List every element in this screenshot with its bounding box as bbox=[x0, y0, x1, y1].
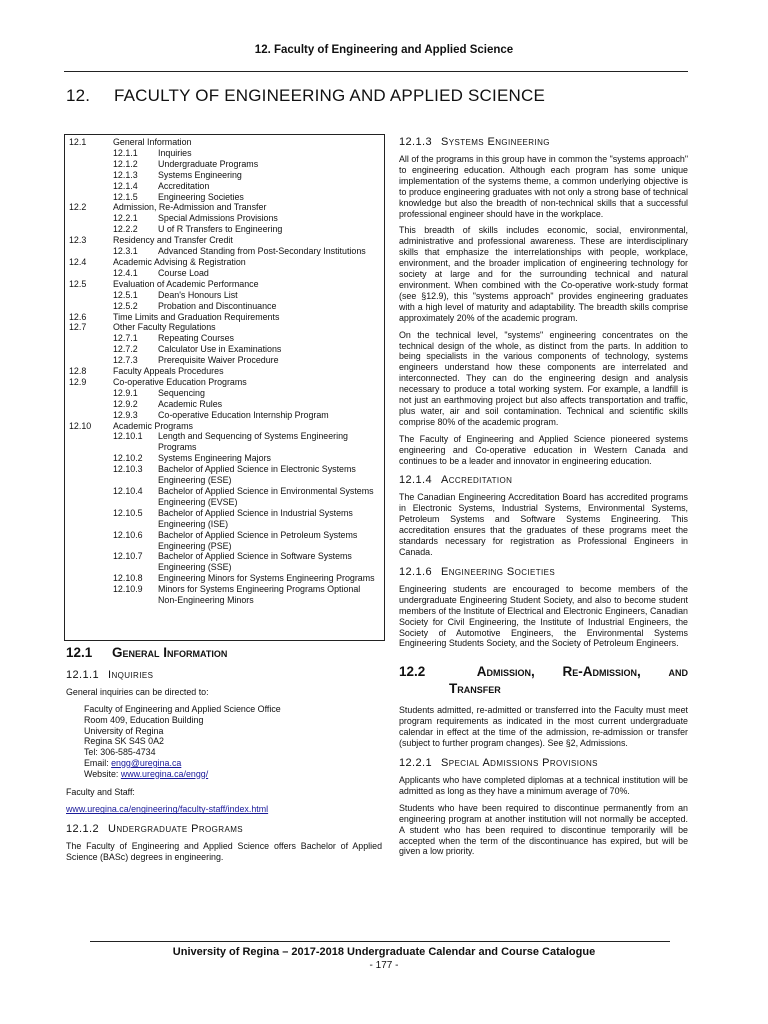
toc-entry[interactable] bbox=[69, 213, 378, 224]
toc-entry[interactable] bbox=[69, 584, 378, 606]
address-line: Room 409, Education Building bbox=[84, 714, 204, 725]
page-title bbox=[66, 86, 545, 106]
toc-entry-number: 12.6 bbox=[69, 311, 87, 322]
toc-entry-title: Academic Programs bbox=[113, 420, 193, 431]
right-column bbox=[399, 134, 688, 863]
toc-entry-title: Admission, Re-Admission and Transfer bbox=[113, 202, 267, 213]
section-heading-12-1-3 bbox=[399, 136, 688, 149]
toc-entry[interactable] bbox=[69, 431, 378, 453]
toc-entry-title: Bachelor of Applied Science in Electronic Systems Engineering (ESE) bbox=[158, 464, 356, 486]
section-heading-12-1-6 bbox=[399, 566, 688, 579]
table-of-contents bbox=[64, 134, 385, 641]
toc-entry[interactable] bbox=[69, 170, 378, 181]
toc-entry-number: 12.1 bbox=[69, 137, 87, 147]
section-title: Systems Engineering bbox=[441, 136, 550, 148]
toc-entry[interactable] bbox=[69, 268, 378, 279]
toc-entry-number: 12.3.1 bbox=[113, 246, 138, 257]
toc-entry-number: 12.10.1 bbox=[113, 431, 143, 442]
section-title-word: Transfer bbox=[449, 681, 501, 697]
toc-entry-title: General Information bbox=[113, 137, 192, 147]
toc-entry[interactable] bbox=[69, 159, 378, 170]
toc-entry-number: 12.10.6 bbox=[113, 529, 143, 540]
toc-entry[interactable] bbox=[69, 399, 378, 410]
toc-entry-title: Probation and Discontinuance bbox=[158, 300, 277, 311]
section-heading-12-2-1 bbox=[399, 757, 688, 770]
toc-entry[interactable] bbox=[69, 333, 378, 344]
section-heading-12-1-2 bbox=[66, 823, 382, 836]
website-line bbox=[84, 769, 382, 780]
toc-entry-number: 12.4.1 bbox=[113, 267, 138, 278]
toc-entry-title: Residency and Transfer Credit bbox=[113, 235, 233, 246]
toc-entry-title: Accreditation bbox=[158, 180, 210, 191]
toc-entry[interactable] bbox=[69, 192, 378, 203]
systems-paragraph-3: On the technical level, "systems" engineering concentrates on the technical design of the whole, as distinct from the parts. In addition to being specialists in the various components of technology, systems engineers understand how these components are interrelated and interconnected. They can do the engineering design and analysis necessary to produce a total working system. For example, a landfill is not just an earthmoving project but also affects transportation and traffic, plus water, air and soil contamination. Technical and scientific skills comprise 80% of the academic program. bbox=[399, 329, 688, 427]
address-line: University of Regina bbox=[84, 725, 164, 736]
toc-entry-title: Faculty Appeals Procedures bbox=[113, 366, 224, 377]
toc-entry[interactable] bbox=[69, 181, 378, 192]
societies-paragraph: Engineering students are encouraged to become members of the undergraduate Engineering Student Society, and also to become student members of the Institute of Electrical and Electronic Engineers, Canadian Society for Civil Engineering, the Institute of Industrial Engineers, the Society of Automotive Engineers, the Environmental Systems Engineering Students Society, and the Society of Petroleum Engineers. bbox=[399, 583, 688, 649]
toc-entry-number: 12.1.4 bbox=[113, 180, 138, 191]
admission-paragraph: Students admitted, re-admitted or transferred into the Faculty must meet program requirements as indicated in the most current undergraduate calendar in effect at the time of the admission, re-admission or transfer (subject to further program changes). See §2, Admissions. bbox=[399, 705, 688, 749]
address-line: Regina SK S4S 0A2 bbox=[84, 736, 164, 747]
toc-entry[interactable] bbox=[69, 453, 378, 464]
toc-entry-title: Time Limits and Graduation Requirements bbox=[113, 311, 280, 322]
section-title-word: Re-Admission, bbox=[562, 664, 641, 680]
toc-entry-number: 12.3 bbox=[69, 235, 87, 246]
toc-entry[interactable] bbox=[69, 301, 378, 312]
toc-entry[interactable] bbox=[69, 377, 378, 388]
email-line bbox=[84, 758, 382, 769]
section-number: 12.1.1 bbox=[66, 669, 99, 681]
toc-entry-title: Engineering Minors for Systems Engineering Programs bbox=[158, 573, 375, 584]
toc-entry[interactable] bbox=[69, 355, 378, 366]
toc-entry[interactable] bbox=[69, 322, 378, 333]
toc-entry-title: Evaluation of Academic Performance bbox=[113, 278, 259, 289]
systems-paragraph-4: The Faculty of Engineering and Applied Science pioneered systems engineering and Co-operative education in Western Canada and continues to be a leader and innovator in engineering education. bbox=[399, 433, 688, 466]
toc-entry-number: 12.9.3 bbox=[113, 409, 138, 420]
section-heading-12-1-4 bbox=[399, 474, 688, 487]
toc-entry-number: 12.9 bbox=[69, 376, 87, 387]
special-admissions-paragraph-1: Applicants who have completed diplomas at a technical institution will be admitted as long as they have a minimum average of 70%. bbox=[399, 774, 688, 796]
toc-entry-number: 12.2.2 bbox=[113, 224, 138, 235]
toc-entry-title: Length and Sequencing of Systems Engineering Programs bbox=[158, 431, 348, 453]
toc-entry[interactable] bbox=[69, 344, 378, 355]
toc-entry-title: Co-operative Education Internship Program bbox=[158, 409, 329, 420]
section-number: 12.2.1 bbox=[399, 756, 432, 769]
toc-entry-number: 12.1.3 bbox=[113, 169, 138, 180]
toc-entry-number: 12.2.1 bbox=[113, 213, 138, 224]
toc-entry-title: Inquiries bbox=[158, 147, 192, 158]
systems-paragraph-2: This breadth of skills includes economic, social, environmental, administrative and professional awareness. These are interdisciplinary skills that emphasize the interrelationships with people, workplace, environment, and the broader implication of engineering technology for society at large and for the surrounding technical and natural environment. When combined with the Co-operative work-study format (see §12.9), this "systems approach" provides engineering graduates with a high level of maturity and adaptability. The breadth skills comprise approximately 20% of the academic program. bbox=[399, 225, 688, 323]
toc-entry[interactable] bbox=[69, 530, 378, 552]
faculty-staff-label: Faculty and Staff: bbox=[66, 787, 135, 798]
toc-entry[interactable] bbox=[69, 464, 378, 486]
toc-entry-number: 12.10.7 bbox=[113, 551, 143, 562]
toc-entry-number: 12.1.5 bbox=[113, 191, 138, 202]
toc-entry-title: Advanced Standing from Post-Secondary Institutions bbox=[158, 246, 366, 257]
section-number: 12.1.3 bbox=[399, 136, 432, 148]
toc-entry-number: 12.10.5 bbox=[113, 507, 143, 518]
page-title-number: 12. bbox=[66, 86, 91, 105]
toc-entry-title: Bachelor of Applied Science in Software Systems Engineering (SSE) bbox=[158, 551, 352, 573]
toc-entry-title: Course Load bbox=[158, 267, 209, 278]
section-title: General Information bbox=[112, 645, 228, 660]
toc-entry[interactable] bbox=[69, 148, 378, 159]
website-label: Website: bbox=[84, 768, 121, 779]
section-heading-12-1 bbox=[66, 645, 382, 661]
toc-entry-number: 12.2 bbox=[69, 202, 87, 213]
section-title-word: Admission, bbox=[476, 664, 535, 680]
section-title: Special Admissions Provisions bbox=[441, 756, 598, 769]
page-title-text: FACULTY OF ENGINEERING AND APPLIED SCIENCE bbox=[114, 86, 545, 105]
toc-entry-title: Systems Engineering bbox=[158, 169, 242, 180]
toc-entry-number: 12.9.1 bbox=[113, 387, 138, 398]
toc-entry-number: 12.4 bbox=[69, 256, 87, 267]
toc-entry[interactable] bbox=[69, 410, 378, 421]
toc-entry-title: Special Admissions Provisions bbox=[158, 213, 278, 224]
contact-address bbox=[84, 704, 382, 780]
section-heading-12-1-1 bbox=[66, 669, 382, 682]
toc-entry-number: 12.5.1 bbox=[113, 289, 138, 300]
toc-entry[interactable] bbox=[69, 235, 378, 246]
page-number: - 177 - bbox=[369, 960, 399, 971]
toc-entry-number: 12.7.1 bbox=[113, 333, 138, 344]
toc-entry-title: Academic Advising & Registration bbox=[113, 256, 246, 267]
section-number: 12.1.4 bbox=[399, 474, 432, 487]
toc-entry-number: 12.10.8 bbox=[113, 573, 143, 584]
section-heading-12-2 bbox=[399, 663, 688, 697]
toc-entry-number: 12.7 bbox=[69, 322, 87, 333]
toc-entry-number: 12.10.3 bbox=[113, 464, 143, 475]
inquiries-intro: General inquiries can be directed to: bbox=[66, 687, 209, 697]
toc-entry-number: 12.1.1 bbox=[113, 147, 138, 158]
toc-entry-title: Systems Engineering Majors bbox=[158, 453, 271, 464]
toc-entry[interactable] bbox=[69, 279, 378, 290]
toc-entry-number: 12.9.2 bbox=[113, 398, 138, 409]
toc-entry[interactable] bbox=[69, 573, 378, 584]
email-label: Email: bbox=[84, 757, 112, 768]
faculty-staff-link[interactable]: www.uregina.ca/engineering/faculty-staff/index.html bbox=[66, 804, 269, 815]
section-title: Engineering Societies bbox=[441, 565, 556, 578]
email-link[interactable]: engg@uregina.ca bbox=[111, 757, 182, 768]
toc-entry-number: 12.7.3 bbox=[113, 355, 138, 366]
address-line: Faculty of Engineering and Applied Science Office bbox=[84, 703, 281, 714]
toc-entry-title: Other Faculty Regulations bbox=[113, 322, 216, 333]
toc-entry-number: 12.10 bbox=[69, 420, 92, 431]
systems-paragraph-1: All of the programs in this group have in common the "systems approach" to engineering education. Although each program has some unique implementation of the systems theme, a common underlying objective is to produce engineering graduates with not only a strong base of technical knowledge but also the breadth of non-technical skills that a successful professional engineer should have in the workplace. bbox=[399, 154, 688, 219]
toc-entry-number: 12.8 bbox=[69, 366, 87, 377]
toc-entry[interactable] bbox=[69, 366, 378, 377]
toc-entry-title: Calculator Use in Examinations bbox=[158, 344, 282, 355]
toc-entry-title: Bachelor of Applied Science in Industrial Systems Engineering (ISE) bbox=[158, 507, 353, 529]
toc-entry-title: Bachelor of Applied Science in Petroleum Systems Engineering (PSE) bbox=[158, 529, 358, 551]
toc-entry-number: 12.7.2 bbox=[113, 344, 138, 355]
toc-entry[interactable] bbox=[69, 246, 378, 257]
website-link[interactable]: www.uregina.ca/engg/ bbox=[120, 768, 209, 779]
section-number: 12.1.6 bbox=[399, 565, 432, 578]
toc-entry-title: Undergraduate Programs bbox=[158, 158, 259, 169]
toc-entry[interactable] bbox=[69, 257, 378, 268]
special-admissions-paragraph-2: Students who have been required to discontinue permanently from an engineering program at another institution will not normally be accepted. A student who has been required to discontinue temporarily will be accepted when the term of the discontinuance has expired, but will be given a low priority. bbox=[399, 802, 688, 857]
toc-entry-number: 12.5 bbox=[69, 278, 87, 289]
accreditation-paragraph: The Canadian Engineering Accreditation Board has accredited programs in Electronic Systems, Industrial Systems, Environmental Systems, Petroleum Systems and Software Systems Engineering. This accreditation ensures that the graduates of these programs meet the standards necessary for registration as Professional Engineers in Canada. bbox=[399, 492, 688, 557]
toc-entry-title: Prerequisite Waiver Procedure bbox=[158, 355, 279, 366]
toc-entry-title: Co-operative Education Programs bbox=[113, 376, 247, 387]
toc-entry-title: Repeating Courses bbox=[158, 333, 234, 344]
toc-entry[interactable] bbox=[69, 290, 378, 301]
toc-entry-title: Engineering Societies bbox=[158, 191, 244, 202]
header-rule bbox=[64, 71, 688, 72]
toc-entry-title: Dean's Honours List bbox=[158, 289, 238, 300]
toc-entry[interactable] bbox=[69, 486, 378, 508]
toc-entry-number: 12.1.2 bbox=[113, 158, 138, 169]
toc-entry[interactable] bbox=[69, 312, 378, 323]
section-title: Accreditation bbox=[441, 474, 513, 487]
toc-entry[interactable] bbox=[69, 224, 378, 235]
toc-entry-title: Bachelor of Applied Science in Environmental Systems Engineering (EVSE) bbox=[158, 486, 374, 507]
toc-entry[interactable] bbox=[69, 202, 378, 213]
section-number: 12.1.2 bbox=[66, 823, 99, 836]
toc-entry[interactable] bbox=[69, 137, 378, 148]
section-title: Inquiries bbox=[108, 669, 154, 681]
footer-rule bbox=[90, 941, 670, 942]
section-number: 12.2 bbox=[399, 664, 426, 680]
toc-entry[interactable] bbox=[69, 421, 378, 432]
programs-paragraph: The Faculty of Engineering and Applied Science offers Bachelor of Applied Science (BASc) degrees in engineering. bbox=[66, 841, 382, 863]
section-title: Undergraduate Programs bbox=[108, 823, 243, 836]
section-title-word: and bbox=[668, 664, 688, 680]
toc-entry-title: Sequencing bbox=[158, 387, 205, 398]
toc-entry-number: 12.10.4 bbox=[113, 486, 143, 496]
section-number: 12.1 bbox=[66, 645, 93, 660]
toc-entry[interactable] bbox=[69, 551, 378, 573]
toc-entry-number: 12.10.2 bbox=[113, 453, 143, 464]
toc-entry-title: Academic Rules bbox=[158, 398, 223, 409]
left-column bbox=[66, 645, 382, 869]
toc-entry-number: 12.5.2 bbox=[113, 300, 138, 311]
address-line: Tel: 306-585-4734 bbox=[84, 747, 156, 758]
toc-entry-title: U of R Transfers to Engineering bbox=[158, 224, 283, 235]
toc-entry-title: Minors for Systems Engineering Programs Optional Non-Engineering Minors bbox=[158, 584, 361, 606]
running-header: 12. Faculty of Engineering and Applied Science bbox=[254, 44, 514, 56]
toc-entry[interactable] bbox=[69, 508, 378, 530]
footer-title: University of Regina – 2017-2018 Undergraduate Calendar and Course Catalogue bbox=[172, 946, 596, 958]
toc-entry-number: 12.10.9 bbox=[113, 584, 143, 595]
toc-entry[interactable] bbox=[69, 388, 378, 399]
